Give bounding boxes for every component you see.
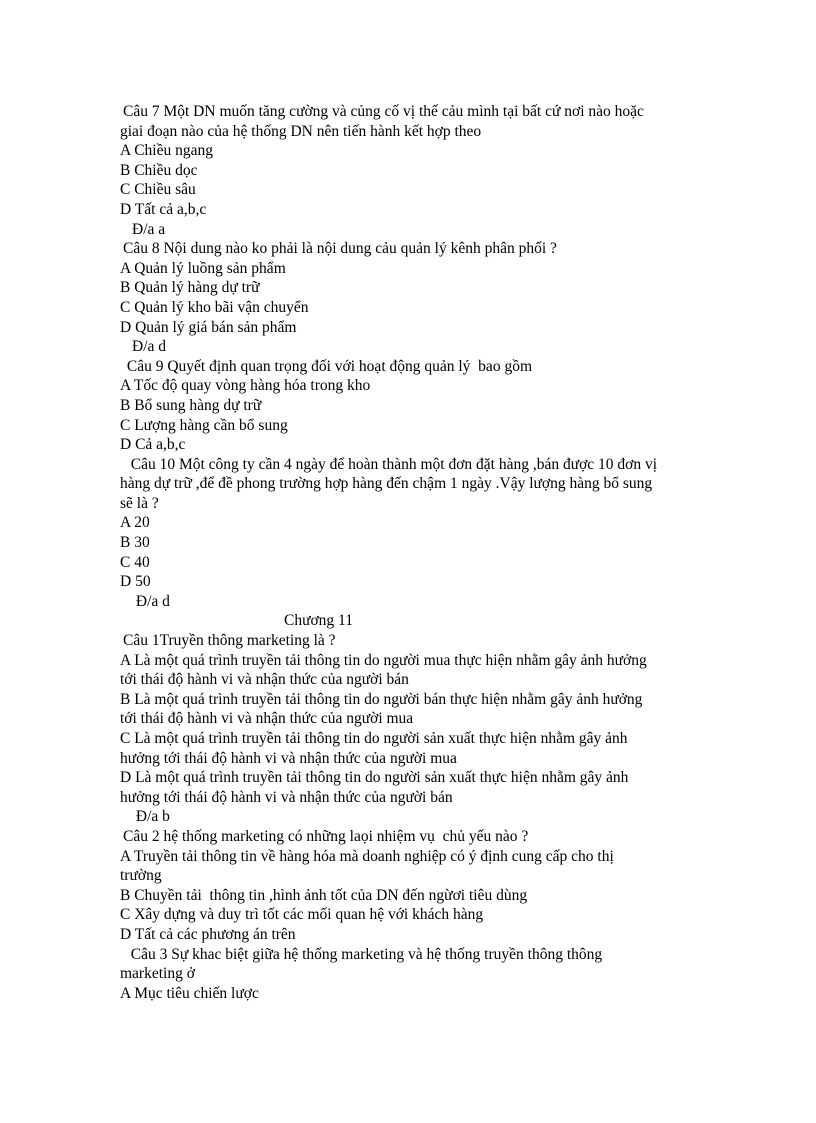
text-line: A 20	[120, 514, 150, 532]
question-line: Câu 7 Một DN muốn tăng cường và củng cố vị thế cảu mình tại bất cứ nơi nào hoặc	[123, 103, 644, 120]
text-line: giai đoạn nào của hệ thống DN nên tiến hành kết hợp theo	[120, 122, 482, 140]
text-line: hưởng tới thái độ hành vi và nhận thức của người bán	[120, 788, 453, 806]
text-line: B Quản lý hàng dự trữ	[120, 279, 260, 297]
text-line: D Cả a,b,c	[120, 436, 186, 454]
text-line: B Là một quá trình truyền tải thông tin do người bán thực hiện nhằm gây ảnh hưởng	[120, 690, 643, 708]
document-page	[120, 102, 720, 1003]
answer-line: Đ/a d	[132, 338, 167, 356]
text-line: D Tất cả các phương án trên	[120, 925, 296, 943]
text-line: A Là một quá trình truyền tải thông tin do người mua thực hiện nhằm gây ảnh hưởng	[120, 651, 647, 669]
text-line: marketing ở	[120, 965, 195, 983]
text-line: A Chiều ngang	[120, 142, 213, 160]
answer-line: Đ/a b	[132, 808, 170, 826]
text-line: C Xây dựng và duy trì tốt các mối quan hệ với khách hàng	[120, 906, 484, 924]
text-line: A Tốc độ quay vòng hàng hóa trong kho	[120, 377, 371, 395]
text-line: B 30	[120, 534, 150, 552]
question-line: Câu 1Truyền thông marketing là ?	[123, 632, 336, 650]
text-line: A Quản lý luồng sản phẩm	[120, 259, 286, 277]
text-line: tới thái độ hành vi và nhận thức của người bán	[120, 671, 409, 689]
chapter-heading: Chương 11	[284, 612, 353, 630]
text-line: A Mục tiêu chiến lược	[120, 984, 259, 1002]
answer-line: Đ/a a	[132, 220, 166, 238]
text-line: D 50	[120, 573, 151, 591]
text-line: B Chuyền tải thông tin ,hình ảnh tốt của DN đến ngừơi tiêu dùng	[120, 886, 528, 904]
text-line: A Truyền tải thông tin về hàng hóa mà doanh nghiệp có ý định cung cấp cho thị	[120, 847, 614, 865]
text-line: C Chiều sâu	[120, 181, 196, 199]
question-line: Câu 9 Quyết định quan trọng đối với hoạt động quản lý bao gồm	[123, 357, 532, 375]
text-line: B Bổ sung hàng dự trữ	[120, 396, 262, 414]
question-line: Câu 8 Nội dung nào ko phải là nội dung cảu quản lý kênh phân phối ?	[123, 240, 557, 258]
text-line: C Là một quá trình truyền tải thông tin do người sản xuất thực hiện nhằm gây ảnh	[120, 730, 628, 747]
text-line: hưởng tới thái độ hành vi và nhận thức của người mua	[120, 749, 457, 767]
text-line: tới thái độ hành vi và nhận thức của người mua	[120, 710, 414, 728]
question-line: Câu 10 Một công ty cần 4 ngày để hoàn thành một đơn đặt hàng ,bán được 10 đơn vị	[123, 455, 658, 473]
text-line: C 40	[120, 553, 150, 571]
text-line: D Tất cả a,b,c	[120, 200, 207, 218]
text-line: B Chiều dọc	[120, 161, 198, 179]
answer-line: Đ/a d	[132, 592, 170, 610]
text-line: D Quản lý giá bán sản phẩm	[120, 318, 297, 336]
text-line: trường	[120, 867, 162, 885]
text-line: C Lượng hàng cần bổ sung	[120, 416, 288, 434]
question-line: Câu 3 Sự khac biệt giữa hệ thống marketing và hệ thống truyền thông thông	[123, 945, 603, 963]
question-line: Câu 2 hệ thống marketing có những laọi nhiệm vụ chủ yếu nào ?	[123, 827, 529, 845]
text-line: C Quản lý kho bãi vận chuyển	[120, 298, 309, 316]
text-line: sẽ là ?	[120, 494, 159, 512]
text-line: hàng dự trữ ,để đề phong trường hợp hàng đến chậm 1 ngày .Vậy lượng hàng bổ sung	[120, 475, 653, 493]
text-line: D Là một quá trình truyền tải thông tin do người sản xuất thực hiện nhằm gây ảnh	[120, 769, 629, 787]
